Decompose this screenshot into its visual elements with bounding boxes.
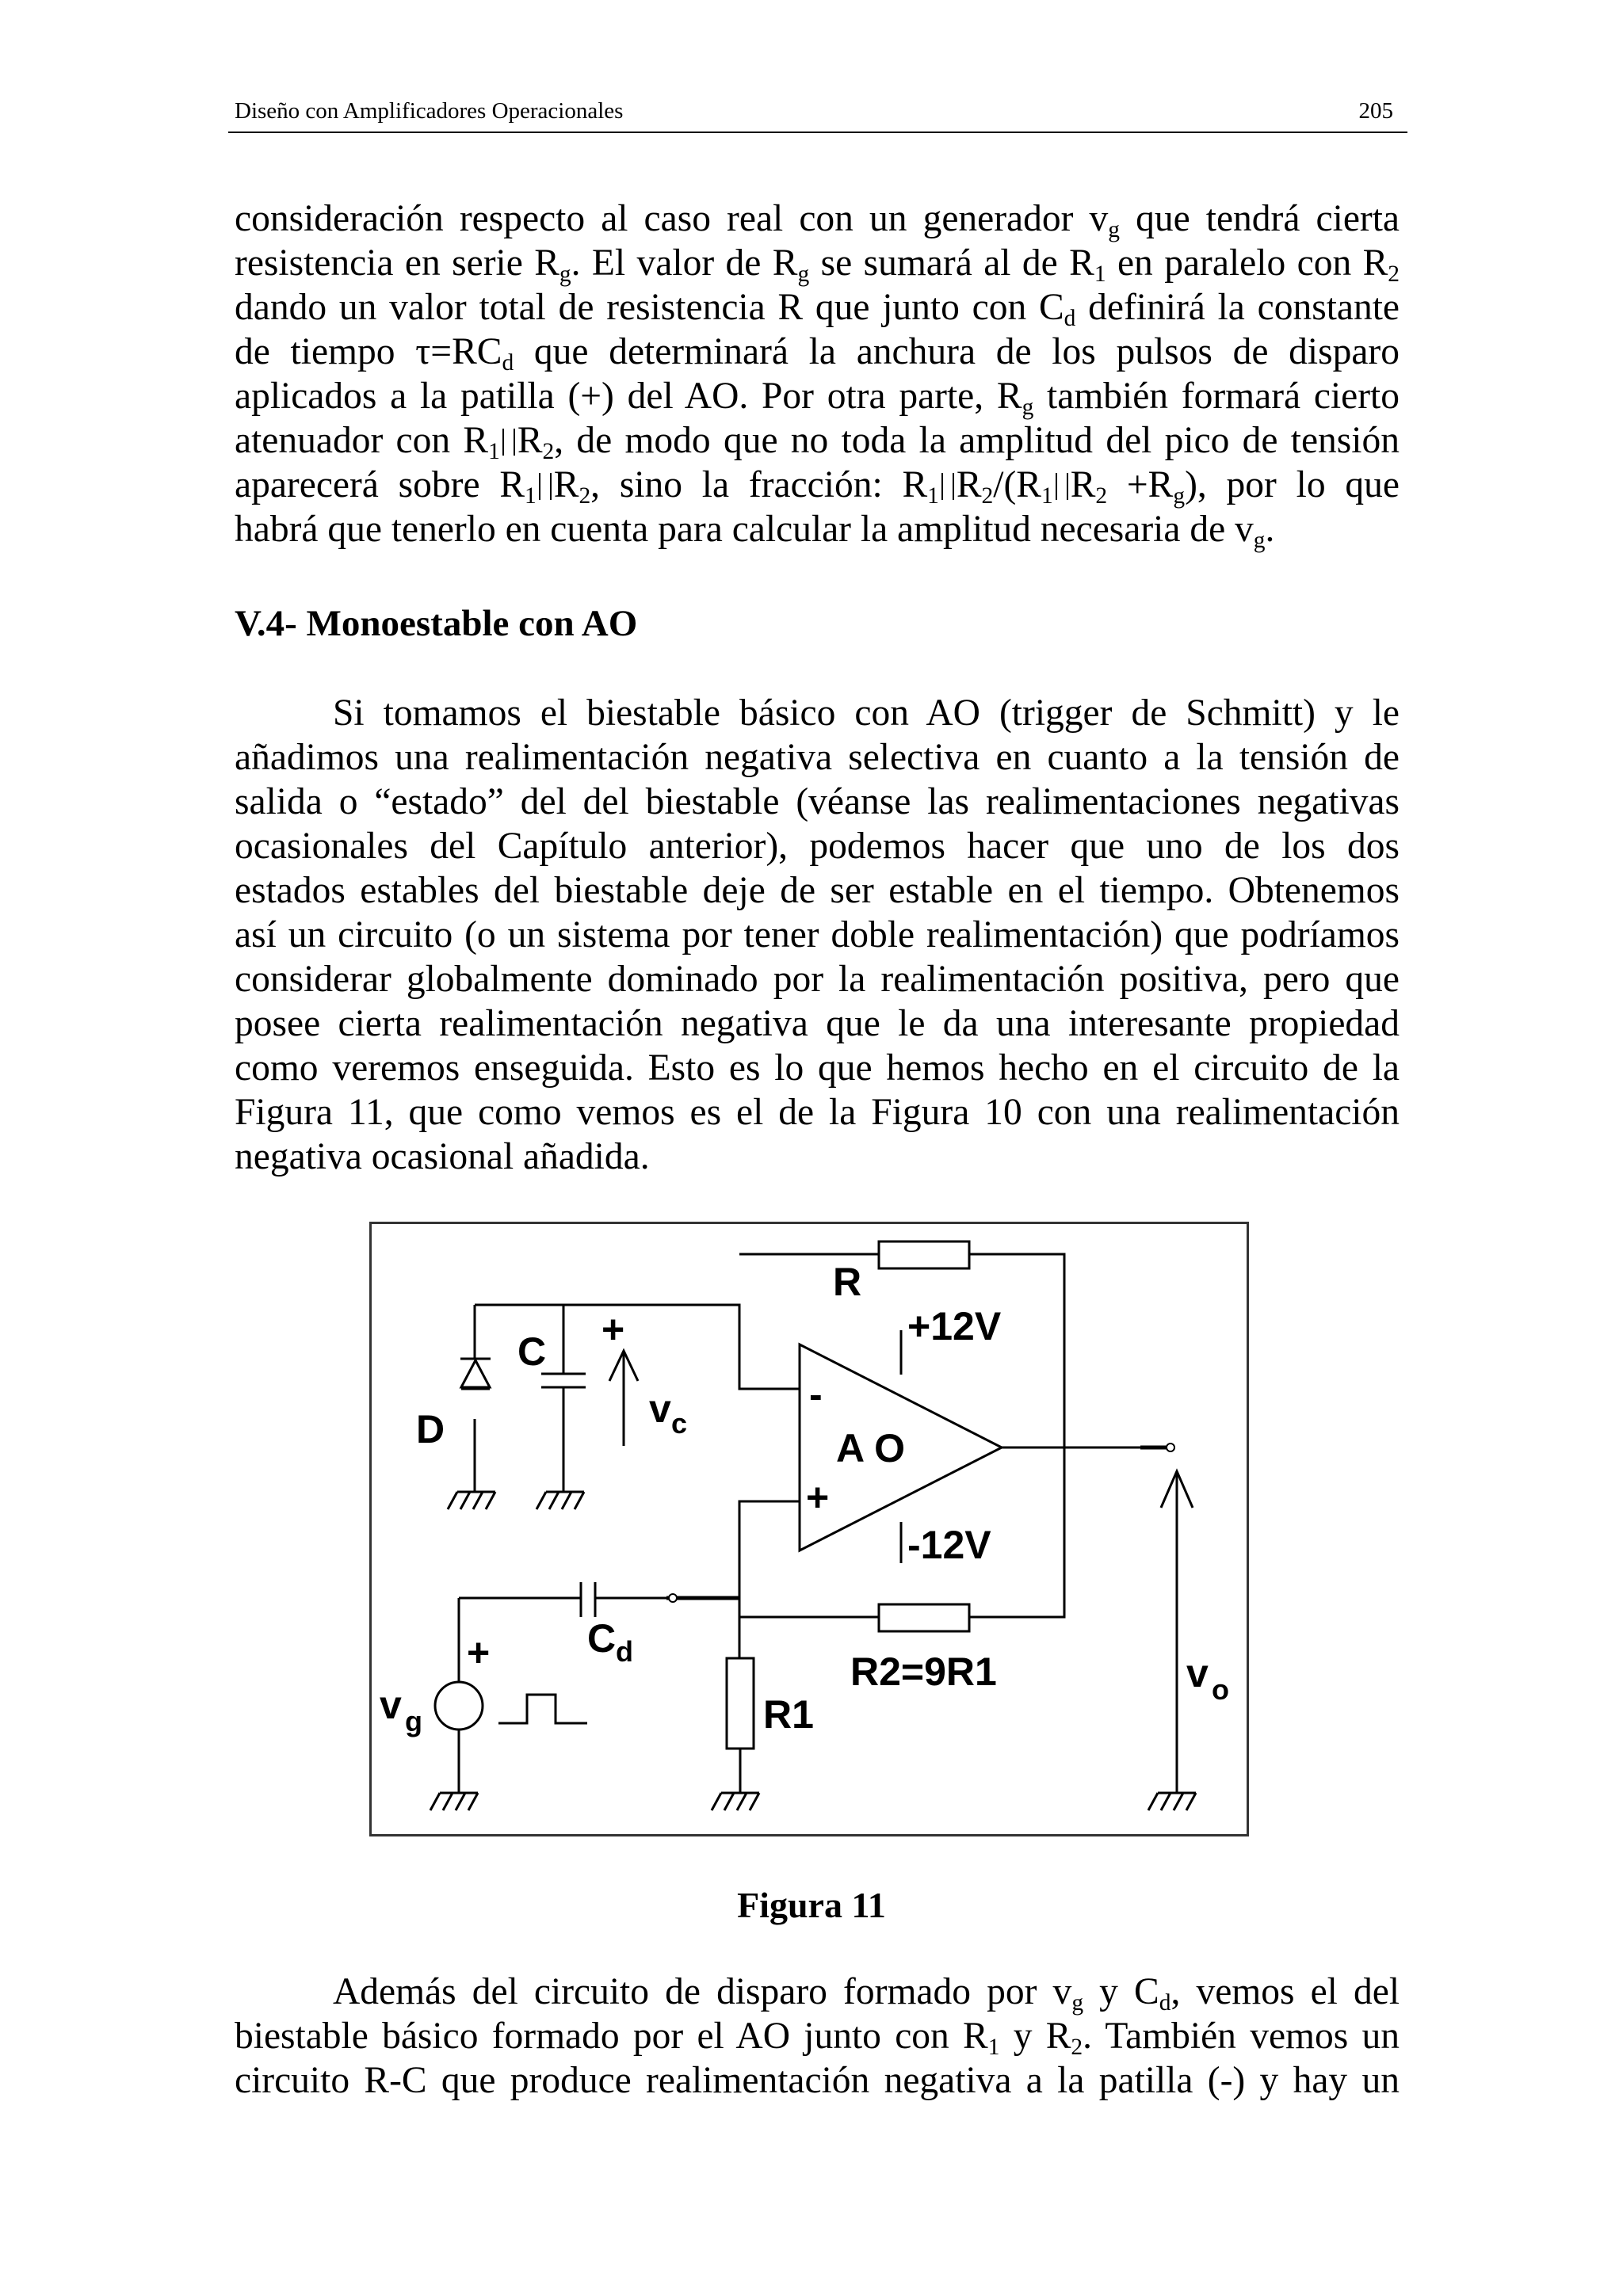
section-heading: V.4- Monoestable con AO <box>235 603 638 644</box>
paragraph-2-line: Figura 11, que como vemos es el de la Figura 10 con una realimentación <box>235 1092 1400 1133</box>
label-cd: C <box>587 1616 617 1661</box>
label-vpos: +12V <box>907 1304 1002 1348</box>
paragraph-3-line-2: biestable básico formado por el AO junto con $R_1$ y $R_2$. También vemos un <box>235 2016 1400 2061</box>
label-c: C <box>517 1329 547 1374</box>
label-cd-sub: d <box>616 1635 633 1668</box>
running-header-title: Diseño con Amplificadores Operacionales <box>235 98 624 124</box>
ground-symbol <box>537 1492 584 1509</box>
paragraph-1-line-3: dando un valor total de resistencia R que junto con $C_d$ definirá la constante <box>235 287 1400 332</box>
running-header <box>228 93 1407 133</box>
label-r2: R2=9R1 <box>850 1650 997 1694</box>
paragraph-3 <box>235 1970 1400 2103</box>
label-vg: v <box>380 1683 402 1727</box>
label-vg-plus: + <box>467 1630 491 1675</box>
label-r1: R1 <box>763 1692 814 1737</box>
paragraph-2-line: salida o “estado” del del biestable (véanse las realimentaciones negativas <box>235 781 1400 822</box>
paragraph-3-line-3: circuito R-C que produce realimentación negativa a la patilla (-) y hay un <box>235 2060 1400 2101</box>
resistor-r <box>879 1241 969 1268</box>
paragraph-1-line-4: de tiempo $\tau=RC_d$ que determinará la anchura de los pulsos de disparo <box>235 331 1400 376</box>
label-vo-sub: o <box>1212 1673 1229 1706</box>
paragraph-2-line: posee cierta realimentación negativa que le da una interesante propiedad <box>235 1003 1400 1044</box>
ground-symbol <box>712 1793 759 1810</box>
paragraph-1-line-8: habrá que tenerlo en cuenta para calcular la amplitud necesaria de $v_g$. <box>235 509 1275 554</box>
paragraph-2-line: así un circuito (o un sistema por tener doble realimentación) que podríamos <box>235 914 1400 955</box>
paragraph-1-line-5: aplicados a la patilla (+) del AO. Por otra parte, $R_g$ también formará cierto <box>235 376 1400 421</box>
label-plus-input: + <box>806 1475 830 1520</box>
page-number: 205 <box>1358 98 1393 124</box>
label-r: R <box>833 1260 862 1304</box>
paragraph-2-line: ocasionales del Capítulo anterior), podemos hacer que uno de los dos <box>235 826 1400 867</box>
input-terminal <box>669 1594 677 1602</box>
label-minus: - <box>809 1372 823 1417</box>
ground-symbol <box>1148 1793 1196 1810</box>
label-vc-sub: c <box>671 1407 688 1440</box>
label-vg-sub: g <box>405 1705 422 1737</box>
paragraph-1 <box>235 196 1400 554</box>
resistor-r2 <box>879 1604 969 1631</box>
paragraph-1-line-6: atenuador con $R_1$ $R_2$, de modo que no toda la amplitud del pico de tensión <box>235 420 1400 465</box>
paragraph-1-line-1: consideración respecto al caso real con un generador $v_g$ que tendrá cierta <box>235 198 1400 243</box>
vg-source <box>435 1682 483 1730</box>
label-vneg: -12V <box>907 1523 991 1567</box>
paragraph-2-line: estados estables del biestable deje de ser estable en el tiempo. Obtenemos <box>235 870 1400 911</box>
paragraph-2-line: Si tomamos el biestable básico con AO (trigger de Schmitt) y le <box>333 692 1400 734</box>
resistor-r1 <box>727 1658 754 1749</box>
ground-symbol <box>430 1793 478 1810</box>
paragraph-2-line: añadimos una realimentación negativa selectiva en cuanto a la tensión de <box>235 737 1400 778</box>
paragraph-2 <box>235 691 1400 1179</box>
paragraph-3-line-1: Además del circuito de disparo formado por $v_g$ y $C_d$, vemos el del <box>333 1971 1400 2016</box>
paragraph-1-line-7: aparecerá sobre $R_1$ $R_2$, sino la fracción: $R_1$ $R_2/(R_1$ $R_2 +R_g$), por lo que <box>235 464 1400 509</box>
label-vc: v <box>649 1386 671 1431</box>
label-vo: v <box>1186 1651 1209 1695</box>
circuit-diagram <box>372 1224 1251 1839</box>
pulse-waveform <box>498 1695 587 1723</box>
output-terminal <box>1167 1444 1174 1451</box>
figure-caption: Figura 11 <box>737 1885 886 1925</box>
label-vc-plus: + <box>601 1307 625 1352</box>
paragraph-2-line: considerar globalmente dominado por la realimentación positiva, pero que <box>235 959 1400 1000</box>
ground-symbol <box>448 1492 495 1509</box>
paragraph-1-line-2: resistencia en serie $R_g$. El valor de $R_g$ se sumará al de $R_1$ en paralelo con $R_2$ <box>235 242 1400 288</box>
label-ao: A O <box>836 1426 906 1470</box>
circuit-figure <box>369 1222 1249 1836</box>
paragraph-2-line: como veremos enseguida. Esto es lo que hemos hecho en el circuito de la <box>235 1047 1400 1089</box>
diode-triangle <box>461 1360 490 1387</box>
paragraph-2-line: negativa ocasional añadida. <box>235 1136 650 1177</box>
label-d: D <box>416 1407 445 1451</box>
